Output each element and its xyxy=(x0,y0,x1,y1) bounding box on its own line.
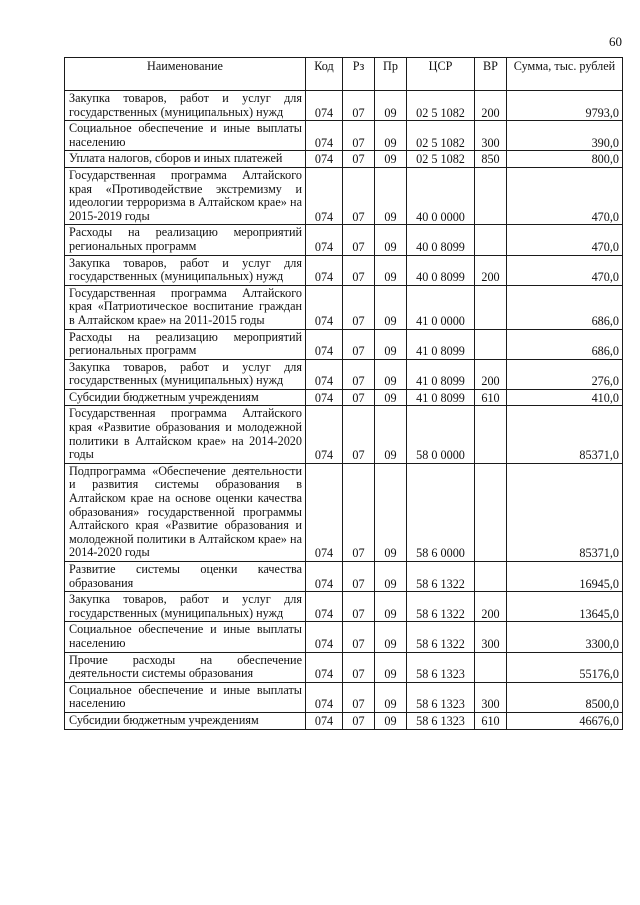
cell-rz: 07 xyxy=(343,91,375,121)
cell-rz: 07 xyxy=(343,592,375,622)
cell-kod: 074 xyxy=(306,329,343,359)
table-row xyxy=(65,151,623,168)
cell-pr: 09 xyxy=(375,389,407,406)
cell-kod: 074 xyxy=(306,652,343,682)
cell-csr: 58 6 1322 xyxy=(407,592,475,622)
cell-rz: 07 xyxy=(343,463,375,561)
table-row xyxy=(65,329,623,359)
cell-name: Закупка товаров, работ и услуг для государственных (муниципальных) нужд xyxy=(65,255,306,285)
cell-rz: 07 xyxy=(343,562,375,592)
cell-name: Прочие расходы на обеспечение деятельности системы образования xyxy=(65,652,306,682)
cell-name: Уплата налогов, сборов и иных платежей xyxy=(65,151,306,168)
cell-name: Закупка товаров, работ и услуг для государственных (муниципальных) нужд xyxy=(65,592,306,622)
cell-rz: 07 xyxy=(343,151,375,168)
cell-rz: 07 xyxy=(343,255,375,285)
cell-kod: 074 xyxy=(306,592,343,622)
header-sum: Сумма, тыс. рублей xyxy=(507,58,623,91)
cell-kod: 074 xyxy=(306,359,343,389)
cell-rz: 07 xyxy=(343,406,375,463)
cell-csr: 40 0 8099 xyxy=(407,225,475,255)
cell-name: Расходы на реализацию мероприятий региональных программ xyxy=(65,225,306,255)
table-row xyxy=(65,622,623,652)
cell-kod: 074 xyxy=(306,406,343,463)
cell-kod: 074 xyxy=(306,151,343,168)
cell-name: Субсидии бюджетным учреждениям xyxy=(65,389,306,406)
cell-csr: 02 5 1082 xyxy=(407,121,475,151)
cell-pr: 09 xyxy=(375,592,407,622)
cell-rz: 07 xyxy=(343,622,375,652)
cell-sum: 8500,0 xyxy=(507,682,623,712)
cell-kod: 074 xyxy=(306,389,343,406)
cell-vr: 200 xyxy=(475,255,507,285)
cell-vr: 610 xyxy=(475,389,507,406)
cell-csr: 58 6 0000 xyxy=(407,463,475,561)
cell-name: Государственная программа Алтайского края «Противодействие экстремизму и идеологии терроризма в Алтайском крае» на 2015-2019 годы xyxy=(65,167,306,224)
cell-kod: 074 xyxy=(306,712,343,729)
cell-sum: 3300,0 xyxy=(507,622,623,652)
cell-kod: 074 xyxy=(306,463,343,561)
cell-name: Социальное обеспечение и иные выплаты населению xyxy=(65,682,306,712)
cell-pr: 09 xyxy=(375,225,407,255)
cell-csr: 41 0 0000 xyxy=(407,285,475,329)
cell-name: Социальное обеспечение и иные выплаты населению xyxy=(65,622,306,652)
cell-sum: 390,0 xyxy=(507,121,623,151)
cell-pr: 09 xyxy=(375,255,407,285)
cell-name: Закупка товаров, работ и услуг для государственных (муниципальных) нужд xyxy=(65,91,306,121)
cell-pr: 09 xyxy=(375,359,407,389)
table-row xyxy=(65,167,623,224)
cell-vr xyxy=(475,167,507,224)
cell-kod: 074 xyxy=(306,285,343,329)
cell-pr: 09 xyxy=(375,121,407,151)
cell-vr xyxy=(475,562,507,592)
cell-pr: 09 xyxy=(375,406,407,463)
table-row xyxy=(65,225,623,255)
cell-rz: 07 xyxy=(343,121,375,151)
cell-csr: 58 6 1322 xyxy=(407,622,475,652)
cell-pr: 09 xyxy=(375,622,407,652)
cell-csr: 58 6 1323 xyxy=(407,682,475,712)
cell-sum: 686,0 xyxy=(507,285,623,329)
cell-sum: 800,0 xyxy=(507,151,623,168)
header-rz: Рз xyxy=(343,58,375,91)
cell-csr: 41 0 8099 xyxy=(407,389,475,406)
cell-vr xyxy=(475,406,507,463)
cell-kod: 074 xyxy=(306,121,343,151)
cell-csr: 41 0 8099 xyxy=(407,359,475,389)
cell-sum: 470,0 xyxy=(507,225,623,255)
budget-table xyxy=(64,57,623,730)
cell-rz: 07 xyxy=(343,652,375,682)
cell-rz: 07 xyxy=(343,225,375,255)
table-row xyxy=(65,389,623,406)
cell-csr: 02 5 1082 xyxy=(407,151,475,168)
table-row xyxy=(65,592,623,622)
cell-vr xyxy=(475,463,507,561)
cell-vr: 300 xyxy=(475,622,507,652)
cell-name: Социальное обеспечение и иные выплаты населению xyxy=(65,121,306,151)
table-row xyxy=(65,562,623,592)
header-kod: Код xyxy=(306,58,343,91)
cell-pr: 09 xyxy=(375,463,407,561)
cell-name: Подпрограмма «Обеспечение деятельности и развития системы образования в Алтайском крае на основе оценки качества образования» государственной программы Алтайского края «Развитие образования и молодежной политики в Алтайском крае» на 2014-2020 годы xyxy=(65,463,306,561)
cell-csr: 58 6 1323 xyxy=(407,712,475,729)
cell-pr: 09 xyxy=(375,329,407,359)
cell-vr xyxy=(475,225,507,255)
cell-pr: 09 xyxy=(375,91,407,121)
cell-sum: 470,0 xyxy=(507,167,623,224)
table-row xyxy=(65,91,623,121)
cell-rz: 07 xyxy=(343,389,375,406)
cell-rz: 07 xyxy=(343,712,375,729)
table-header-row xyxy=(65,58,623,91)
cell-csr: 41 0 8099 xyxy=(407,329,475,359)
header-pr: Пр xyxy=(375,58,407,91)
cell-kod: 074 xyxy=(306,91,343,121)
cell-name: Государственная программа Алтайского края «Патриотическое воспитание граждан в Алтайском крае» на 2011-2015 годы xyxy=(65,285,306,329)
cell-vr: 200 xyxy=(475,91,507,121)
cell-kod: 074 xyxy=(306,255,343,285)
cell-rz: 07 xyxy=(343,285,375,329)
cell-sum: 85371,0 xyxy=(507,406,623,463)
cell-sum: 13645,0 xyxy=(507,592,623,622)
table-row xyxy=(65,121,623,151)
header-name: Наименование xyxy=(65,58,306,91)
cell-sum: 276,0 xyxy=(507,359,623,389)
cell-kod: 074 xyxy=(306,562,343,592)
cell-csr: 58 0 0000 xyxy=(407,406,475,463)
cell-csr: 58 6 1322 xyxy=(407,562,475,592)
cell-kod: 074 xyxy=(306,622,343,652)
cell-vr: 200 xyxy=(475,592,507,622)
cell-rz: 07 xyxy=(343,329,375,359)
cell-pr: 09 xyxy=(375,712,407,729)
cell-sum: 46676,0 xyxy=(507,712,623,729)
cell-name: Развитие системы оценки качества образования xyxy=(65,562,306,592)
cell-csr: 58 6 1323 xyxy=(407,652,475,682)
cell-vr xyxy=(475,285,507,329)
cell-pr: 09 xyxy=(375,167,407,224)
table-row xyxy=(65,285,623,329)
cell-sum: 85371,0 xyxy=(507,463,623,561)
table-body xyxy=(65,91,623,730)
cell-vr: 850 xyxy=(475,151,507,168)
cell-vr: 300 xyxy=(475,682,507,712)
header-vr: ВР xyxy=(475,58,507,91)
cell-pr: 09 xyxy=(375,562,407,592)
cell-pr: 09 xyxy=(375,652,407,682)
cell-vr: 200 xyxy=(475,359,507,389)
page-number: 60 xyxy=(609,34,622,49)
cell-kod: 074 xyxy=(306,225,343,255)
cell-rz: 07 xyxy=(343,167,375,224)
cell-vr xyxy=(475,329,507,359)
table-row xyxy=(65,712,623,729)
cell-pr: 09 xyxy=(375,682,407,712)
cell-name: Закупка товаров, работ и услуг для государственных (муниципальных) нужд xyxy=(65,359,306,389)
cell-csr: 02 5 1082 xyxy=(407,91,475,121)
cell-csr: 40 0 0000 xyxy=(407,167,475,224)
cell-kod: 074 xyxy=(306,682,343,712)
cell-vr: 610 xyxy=(475,712,507,729)
cell-pr: 09 xyxy=(375,151,407,168)
cell-vr xyxy=(475,652,507,682)
cell-name: Государственная программа Алтайского края «Развитие образования и молодежной политики в Алтайском крае» на 2014-2020 годы xyxy=(65,406,306,463)
table-row xyxy=(65,463,623,561)
cell-rz: 07 xyxy=(343,682,375,712)
cell-sum: 686,0 xyxy=(507,329,623,359)
cell-pr: 09 xyxy=(375,285,407,329)
cell-sum: 410,0 xyxy=(507,389,623,406)
cell-vr: 300 xyxy=(475,121,507,151)
cell-kod: 074 xyxy=(306,167,343,224)
table-row xyxy=(65,406,623,463)
table-row xyxy=(65,255,623,285)
cell-sum: 55176,0 xyxy=(507,652,623,682)
header-csr: ЦСР xyxy=(407,58,475,91)
cell-sum: 470,0 xyxy=(507,255,623,285)
table-row xyxy=(65,359,623,389)
cell-name: Расходы на реализацию мероприятий региональных программ xyxy=(65,329,306,359)
cell-name: Субсидии бюджетным учреждениям xyxy=(65,712,306,729)
cell-sum: 9793,0 xyxy=(507,91,623,121)
cell-csr: 40 0 8099 xyxy=(407,255,475,285)
cell-rz: 07 xyxy=(343,359,375,389)
table-row xyxy=(65,682,623,712)
table-row xyxy=(65,652,623,682)
cell-sum: 16945,0 xyxy=(507,562,623,592)
